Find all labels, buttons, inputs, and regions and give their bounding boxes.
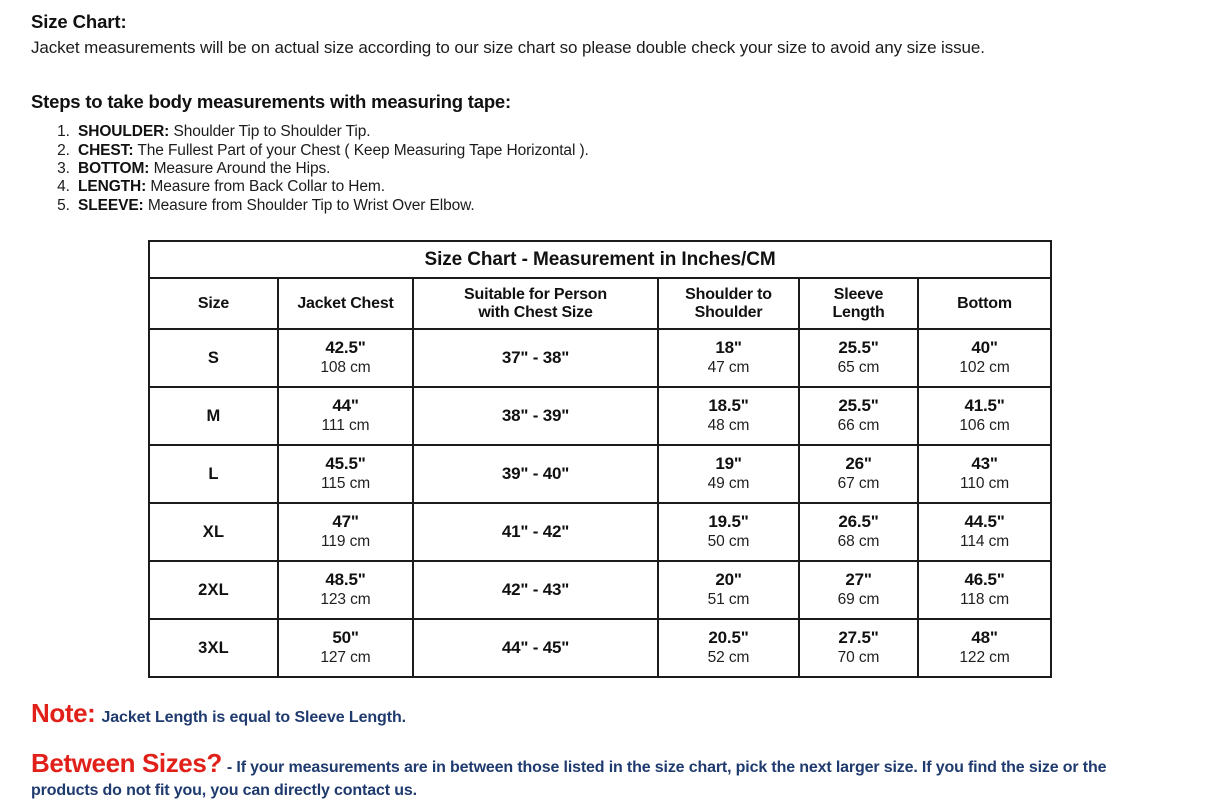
size-chart-table (148, 240, 1052, 678)
list-item (74, 178, 831, 196)
value-cm: 114 cm (959, 532, 1010, 550)
cell-size: L (149, 445, 278, 503)
value-cm: 68 cm (837, 532, 880, 550)
cell-size: XL (149, 503, 278, 561)
cell-suitable-chest: 42" - 43" (413, 561, 658, 619)
cell-suitable-chest: 37" - 38" (413, 329, 658, 387)
value-inch: 19" (715, 454, 742, 474)
value-cm: 47 cm (707, 358, 750, 376)
table-row (149, 387, 1051, 445)
cell-bottom (918, 503, 1051, 561)
value-inch: 25.5" (838, 396, 879, 416)
list-item (74, 123, 831, 141)
value-cm: 122 cm (959, 648, 1010, 666)
table-row (149, 561, 1051, 619)
column-header-suitable-chest (413, 278, 658, 329)
cell-size: M (149, 387, 278, 445)
value-cm: 65 cm (837, 358, 880, 376)
cell-shoulder (658, 445, 799, 503)
value-inch: 48" (971, 628, 998, 648)
table-header-row (149, 278, 1051, 329)
cell-sleeve (799, 619, 918, 677)
cell-jacket-chest (278, 619, 413, 677)
value-inch: 44" (332, 396, 359, 416)
cell-suitable-chest: 38" - 39" (413, 387, 658, 445)
cell-jacket-chest (278, 387, 413, 445)
header-line: Jacket Chest (297, 294, 394, 312)
cell-jacket-chest (278, 445, 413, 503)
value-inch: 45.5" (325, 454, 366, 474)
column-header-shoulder (658, 278, 799, 329)
intro-block (31, 10, 1181, 59)
table-row (149, 503, 1051, 561)
value-cm: 67 cm (837, 474, 880, 492)
header-line: Length (832, 303, 885, 321)
value-cm: 102 cm (959, 358, 1010, 376)
step-label: SLEEVE: (78, 196, 144, 214)
value-cm: 115 cm (320, 474, 371, 492)
value-cm: 111 cm (321, 416, 370, 434)
cell-bottom (918, 445, 1051, 503)
column-header-sleeve-length (799, 278, 918, 329)
cell-shoulder (658, 561, 799, 619)
list-item (74, 142, 831, 160)
step-description: Measure from Back Collar to Hem. (150, 178, 385, 196)
cell-jacket-chest (278, 561, 413, 619)
cell-shoulder (658, 503, 799, 561)
note-block (31, 698, 406, 729)
value-inch: 44.5" (964, 512, 1005, 532)
cell-sleeve (799, 445, 918, 503)
value-inch: 40" (971, 338, 998, 358)
header-line: Suitable for Person (464, 285, 607, 303)
value-cm: 52 cm (707, 648, 750, 666)
step-description: Measure from Shoulder Tip to Wrist Over Elbow. (147, 196, 475, 214)
cell-size: 2XL (149, 561, 278, 619)
step-label: CHEST: (78, 141, 134, 159)
column-header-bottom (918, 278, 1051, 329)
size-chart-table-wrapper (148, 240, 1032, 678)
cell-suitable-chest: 44" - 45" (413, 619, 658, 677)
value-inch: 18.5" (708, 396, 749, 416)
step-label: LENGTH: (78, 178, 147, 196)
cell-shoulder (658, 387, 799, 445)
cell-sleeve (799, 503, 918, 561)
page-title: Size Chart: (31, 11, 127, 32)
step-description: Measure Around the Hips. (153, 160, 331, 177)
value-inch: 19.5" (708, 512, 749, 532)
header-line: Sleeve (833, 285, 884, 303)
cell-sleeve (799, 561, 918, 619)
cell-bottom (918, 561, 1051, 619)
value-cm: 66 cm (837, 416, 880, 434)
value-cm: 119 cm (320, 532, 371, 550)
value-inch: 26" (845, 454, 872, 474)
step-description: Shoulder Tip to Shoulder Tip. (173, 123, 371, 141)
value-inch: 41.5" (964, 396, 1005, 416)
value-cm: 118 cm (959, 590, 1010, 608)
value-cm: 51 cm (707, 590, 750, 608)
header-line: Shoulder to (685, 285, 772, 303)
value-inch: 26.5" (838, 512, 879, 532)
header-line: Bottom (957, 294, 1012, 312)
cell-bottom (918, 387, 1051, 445)
between-sizes-block (31, 746, 1161, 800)
header-line: Shoulder (694, 303, 763, 321)
table-row (149, 329, 1051, 387)
between-sizes-keyword: Between Sizes? (31, 748, 222, 778)
header-line: with Chest Size (478, 303, 593, 321)
value-inch: 47" (332, 512, 359, 532)
list-item (74, 197, 831, 215)
value-inch: 20.5" (708, 628, 749, 648)
value-inch: 27" (845, 570, 872, 590)
cell-shoulder (658, 619, 799, 677)
value-inch: 20" (715, 570, 742, 590)
between-sizes-text: - If your measurements are in between those listed in the size chart, pick the next larger size. If you find the size or the products do not fit you, you can directly contact us. (31, 759, 1107, 800)
header-line: Size (197, 294, 230, 312)
value-inch: 18" (715, 338, 742, 358)
value-cm: 50 cm (707, 532, 750, 550)
value-inch: 42.5" (325, 338, 366, 358)
steps-list (31, 123, 831, 215)
column-header-jacket-chest (278, 278, 413, 329)
cell-size: 3XL (149, 619, 278, 677)
steps-section (31, 90, 831, 215)
cell-bottom (918, 619, 1051, 677)
value-inch: 43" (971, 454, 998, 474)
value-inch: 46.5" (964, 570, 1005, 590)
cell-suitable-chest: 39" - 40" (413, 445, 658, 503)
value-cm: 49 cm (707, 474, 750, 492)
value-cm: 110 cm (959, 474, 1010, 492)
table-title-row (149, 241, 1051, 278)
value-cm: 108 cm (320, 358, 371, 376)
step-label: SHOULDER: (78, 123, 170, 141)
table-row (149, 619, 1051, 677)
value-inch: 27.5" (838, 628, 879, 648)
list-item (74, 160, 831, 178)
note-keyword: Note: (31, 698, 96, 728)
cell-sleeve (799, 387, 918, 445)
value-cm: 48 cm (707, 416, 750, 434)
column-header-size (149, 278, 278, 329)
value-inch: 50" (332, 628, 359, 648)
step-description: The Fullest Part of your Chest ( Keep Measuring Tape Horizontal ). (137, 141, 589, 159)
cell-suitable-chest: 41" - 42" (413, 503, 658, 561)
step-label: BOTTOM: (78, 160, 150, 177)
cell-jacket-chest (278, 329, 413, 387)
cell-bottom (918, 329, 1051, 387)
cell-jacket-chest (278, 503, 413, 561)
cell-shoulder (658, 329, 799, 387)
value-cm: 70 cm (837, 648, 880, 666)
note-text: Jacket Length is equal to Sleeve Length. (101, 709, 406, 726)
value-cm: 127 cm (320, 648, 371, 666)
value-cm: 106 cm (959, 416, 1010, 434)
value-cm: 69 cm (837, 590, 880, 608)
intro-description: Jacket measurements will be on actual size according to our size chart so please double check your size to avoid any size issue. (31, 38, 985, 58)
value-inch: 25.5" (838, 338, 879, 358)
chart-title: Size Chart - Measurement in Inches/CM (149, 241, 1051, 278)
value-inch: 48.5" (325, 570, 366, 590)
table-row (149, 445, 1051, 503)
value-cm: 123 cm (320, 590, 371, 608)
steps-heading: Steps to take body measurements with measuring tape: (31, 91, 511, 112)
cell-size: S (149, 329, 278, 387)
cell-sleeve (799, 329, 918, 387)
